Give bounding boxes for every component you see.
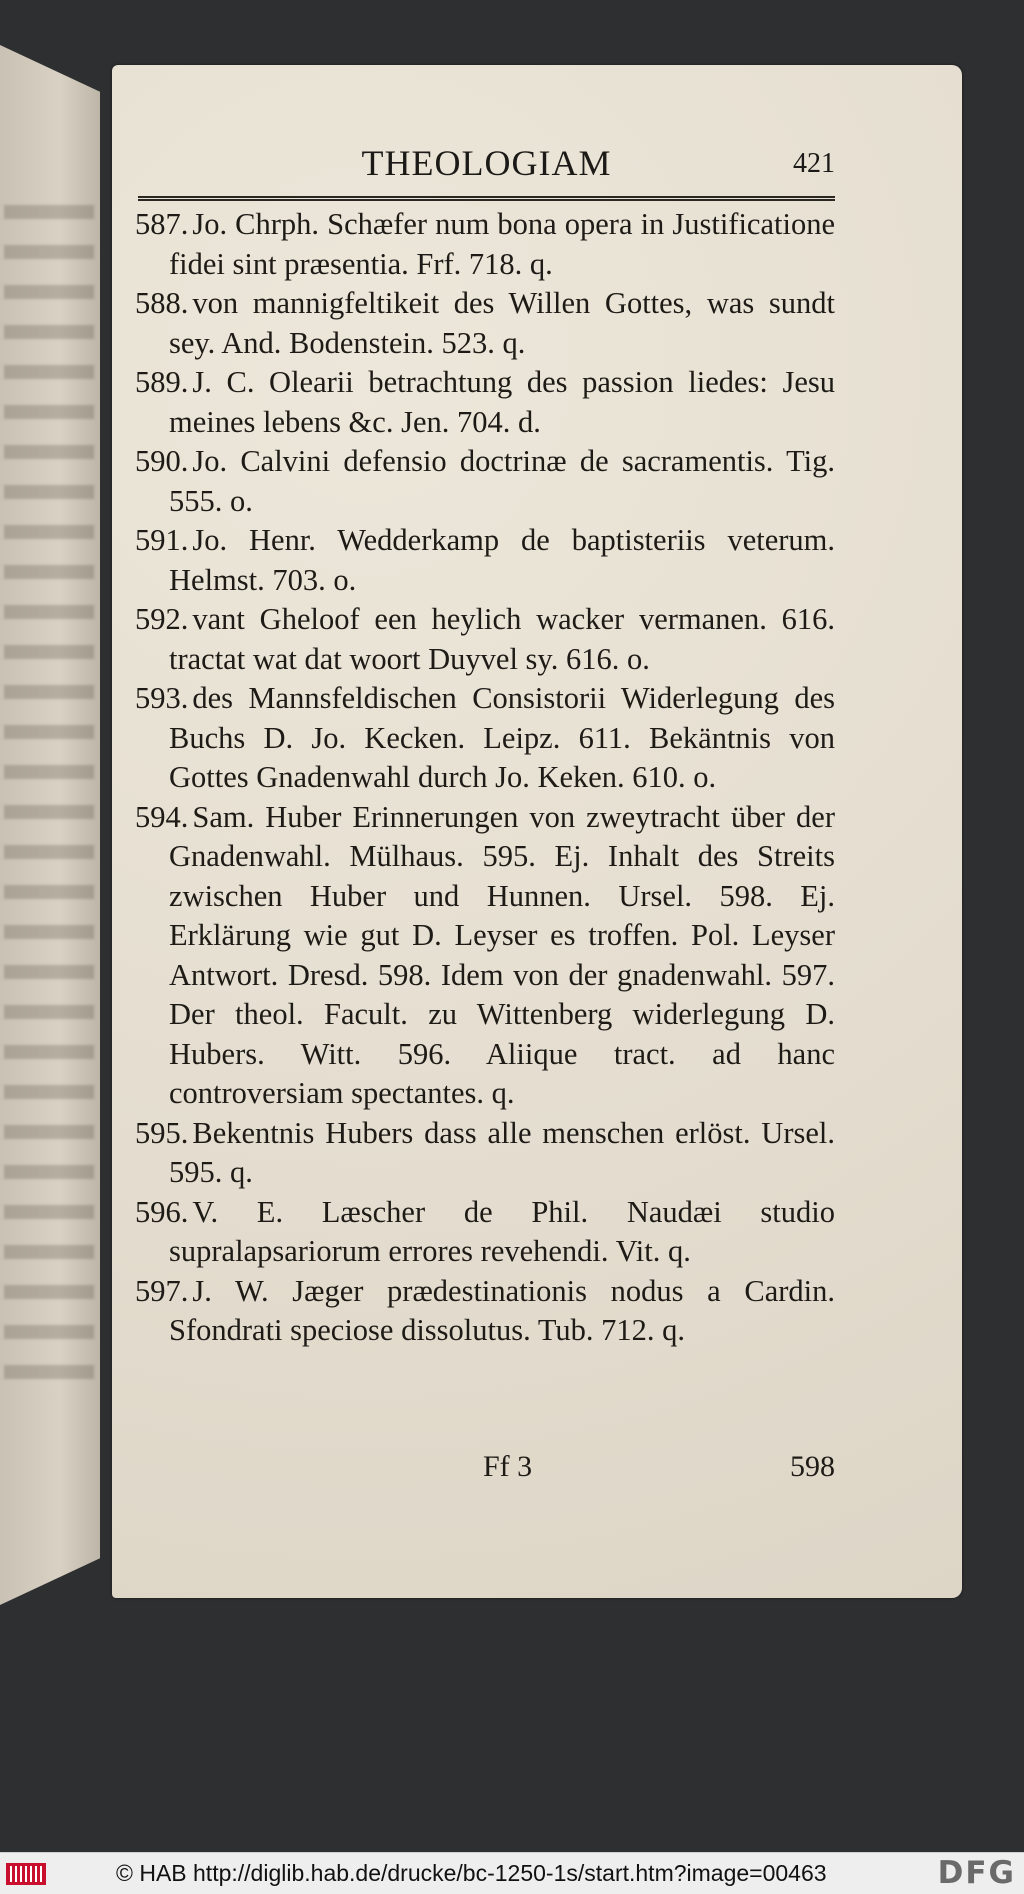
entry-text: Sam. Huber Erinnerungen von zweytracht über der Gnadenwahl. Mülhaus. 595. Ej. Inhalt des Streits zwischen Huber und Hunnen. Ursel. 598. Ej. Erklärung wie gut D. Leyser es troffen. Pol. Leyser Antwort. Dresd. 598. Idem von der gnadenwahl. 597. Der theol. Facult. zu Wittenberg widerlegung D. Hubers. Witt. 596. Aliique tract. ad hanc controversiam spectantes. q. xyxy=(169,799,835,1110)
entry-text: Jo. Calvini defensio doctrinæ de sacramentis. Tig. 555. o. xyxy=(169,444,835,518)
entry-number: 591. xyxy=(135,523,189,557)
entry-number: 587. xyxy=(135,207,189,241)
catalog-entry xyxy=(135,798,835,1114)
entry-text: vant Gheloof een heylich wacker vermanen. 616. tractat wat dat woort Duyvel sy. 616. o. xyxy=(169,602,835,676)
running-header xyxy=(138,142,835,190)
library-logo-icon xyxy=(6,1861,46,1887)
entry-number: 592. xyxy=(135,602,189,636)
entry-number: 595. xyxy=(135,1115,189,1150)
viewer-footer-bar xyxy=(0,1852,1024,1894)
dfg-logo: DFG xyxy=(937,1855,1016,1891)
catalog-entry xyxy=(135,521,835,600)
bleed-through-text xyxy=(4,205,94,1405)
entry-number: 588. xyxy=(135,286,189,320)
entry-text: J. W. Jæger prædestinationis nodus a Cardin. Sfondrati speciose dissolutus. Tub. 712. q. xyxy=(169,1273,835,1347)
entry-number: 593. xyxy=(135,681,189,715)
entry-text: des Mannsfeldischen Consistorii Widerlegung des Buchs D. Jo. Kecken. Leipz. 611. Bekäntnis von Gottes Gnadenwahl durch Jo. Keken. 610. o. xyxy=(169,681,835,794)
entry-number: 594. xyxy=(135,799,189,834)
catalog-entry xyxy=(135,205,835,284)
catalog-entry xyxy=(135,1114,835,1193)
catalog-entries xyxy=(135,205,835,1351)
entry-text: V. E. Læscher de Phil. Naudæi studio supralapsariorum errores revehendi. Vit. q. xyxy=(169,1194,835,1268)
catalog-entry xyxy=(135,1193,835,1272)
entry-text: Jo. Chrph. Schæfer num bona opera in Justificatione fidei sint præsentia. Frf. 718. q. xyxy=(169,207,835,281)
entry-text: J. C. Olearii betrachtung des passion liedes: Jesu meines lebens &c. Jen. 704. d. xyxy=(169,365,835,439)
signature-mark: Ff 3 xyxy=(483,1450,533,1483)
entry-number: 590. xyxy=(135,444,189,478)
catalog-entry xyxy=(135,600,835,679)
entry-text: von mannigfeltikeit des Willen Gottes, was sundt sey. And. Bodenstein. 523. q. xyxy=(169,286,835,360)
catalog-entry xyxy=(135,363,835,442)
source-link[interactable]: © HAB http://diglib.hab.de/drucke/bc-1250-1s/start.htm?image=00463 xyxy=(116,1860,827,1886)
page-footer xyxy=(135,1450,835,1490)
entry-text: Jo. Henr. Wedderkamp de baptisteriis veterum. Helmst. 703. o. xyxy=(169,523,835,597)
entry-number: 589. xyxy=(135,365,189,399)
previous-page-edge xyxy=(0,45,100,1605)
page-number: 421 xyxy=(793,148,835,179)
entry-number: 596. xyxy=(135,1194,189,1229)
header-title: THEOLOGIAM xyxy=(361,143,612,183)
header-rule xyxy=(138,196,835,201)
catalog-entry xyxy=(135,1272,835,1351)
catalog-entry xyxy=(135,284,835,363)
catalog-entry xyxy=(135,442,835,521)
catalog-entry xyxy=(135,679,835,798)
catchword: 598 xyxy=(790,1450,835,1483)
entry-number: 597. xyxy=(135,1273,189,1308)
entry-text: Bekentnis Hubers dass alle menschen erlöst. Ursel. 595. q. xyxy=(169,1115,835,1189)
